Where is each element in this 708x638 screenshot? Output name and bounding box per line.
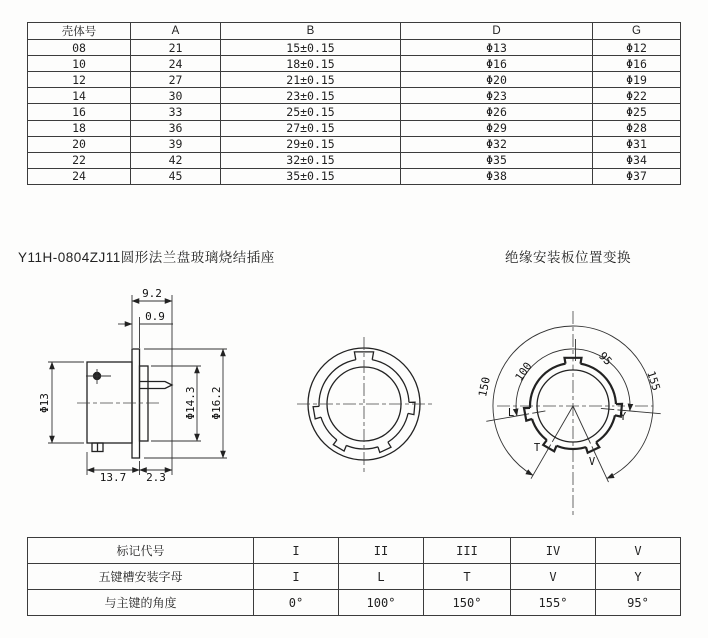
shell-table-cell: 27±0.15: [221, 120, 401, 136]
shell-table-cell: Φ22: [593, 88, 681, 104]
keyway-table-row-label: 五键槽安装字母: [28, 564, 254, 590]
shell-table-cell: 29±0.15: [221, 136, 401, 152]
keyway-table-cell: Y: [596, 564, 681, 590]
shell-table-cell: 21: [131, 40, 221, 56]
insulator-position-title: 绝缘安装板位置变换: [505, 250, 631, 265]
shell-table-cell: 22: [28, 152, 131, 168]
keyway-position-drawing: [455, 295, 708, 535]
shell-table-cell: Φ38: [401, 168, 593, 184]
shell-table-cell: Φ20: [401, 72, 593, 88]
shell-table-cell: 39: [131, 136, 221, 152]
shell-table-cell: 24: [131, 56, 221, 72]
dim-9-2: 9.2: [142, 287, 162, 300]
shell-table-cell: 24: [28, 168, 131, 184]
shell-table-row: [28, 88, 681, 104]
shell-table-cell: Φ12: [593, 40, 681, 56]
shell-table-header-cell: 壳体号: [28, 23, 131, 40]
angle-100: 100: [512, 359, 535, 384]
dim-phi13: Φ13: [38, 393, 51, 413]
shell-table-cell: Φ19: [593, 72, 681, 88]
shell-table-cell: 30: [131, 88, 221, 104]
keyway-table-cell: 0°: [254, 590, 339, 616]
keyway-table-cell: IV: [511, 538, 596, 564]
shell-table-cell: 27: [131, 72, 221, 88]
dim-phi16-2: Φ16.2: [210, 386, 223, 420]
shell-table-cell: Φ25: [593, 104, 681, 120]
shell-table-cell: Φ26: [401, 104, 593, 120]
shell-table-cell: 15±0.15: [221, 40, 401, 56]
shell-table-cell: 08: [28, 40, 131, 56]
shell-table-row: [28, 56, 681, 72]
shell-table-cell: 14: [28, 88, 131, 104]
dim-phi14-3: Φ14.3: [184, 386, 197, 420]
shell-table-cell: Φ35: [401, 152, 593, 168]
front-view-drawing: [287, 318, 443, 478]
keyway-table-cell: 95°: [596, 590, 681, 616]
key-letter-V: V: [588, 456, 596, 468]
keyway-table: [27, 537, 681, 616]
angle-150: 150: [476, 375, 493, 398]
shell-table-row: [28, 72, 681, 88]
keyway-table-cell: T: [424, 564, 511, 590]
shell-table-cell: Φ32: [401, 136, 593, 152]
shell-table-cell: Φ29: [401, 120, 593, 136]
shell-table-cell: 18±0.15: [221, 56, 401, 72]
shell-table-header-cell: A: [131, 23, 221, 40]
keyway-table-cell: II: [339, 538, 424, 564]
keyway-table-cell: 100°: [339, 590, 424, 616]
shell-table-row: [28, 120, 681, 136]
shell-table-cell: Φ16: [401, 56, 593, 72]
keyway-table-row: [28, 538, 681, 564]
keyway-table-body: [28, 538, 681, 616]
shell-table-row: [28, 136, 681, 152]
keyway-table-cell: 155°: [511, 590, 596, 616]
shell-table-cell: 12: [28, 72, 131, 88]
side-view-drawing: [15, 275, 247, 507]
keyway-table-cell: L: [339, 564, 424, 590]
shell-table-cell: Φ31: [593, 136, 681, 152]
keyway-table-row-label: 与主键的角度: [28, 590, 254, 616]
keyway-table-row: [28, 590, 681, 616]
shell-table-cell: 42: [131, 152, 221, 168]
key-letter-L: L: [507, 407, 515, 419]
shell-table-header-row: [28, 23, 681, 40]
shell-table-header-cell: G: [593, 23, 681, 40]
shell-table-cell: Φ28: [593, 120, 681, 136]
key-letter-T: T: [533, 442, 541, 454]
angle-155: 155: [644, 369, 663, 393]
shell-table-cell: 23±0.15: [221, 88, 401, 104]
shell-table-cell: 45: [131, 168, 221, 184]
shell-table-cell: Φ34: [593, 152, 681, 168]
shell-table-cell: 18: [28, 120, 131, 136]
angle-95: 95: [596, 349, 615, 368]
shell-table-header-cell: B: [221, 23, 401, 40]
shell-table-cell: 20: [28, 136, 131, 152]
shell-table-cell: Φ23: [401, 88, 593, 104]
shell-table-header-cell: D: [401, 23, 593, 40]
shell-table-cell: Φ37: [593, 168, 681, 184]
shell-table-cell: 36: [131, 120, 221, 136]
shell-table-cell: Φ16: [593, 56, 681, 72]
dim-0-9: 0.9: [145, 310, 165, 323]
product-title: Y11H-0804ZJ11圆形法兰盘玻璃烧结插座: [18, 250, 275, 265]
shell-table-cell: Φ13: [401, 40, 593, 56]
keyway-table-row: [28, 564, 681, 590]
shell-table-cell: 35±0.15: [221, 168, 401, 184]
shell-table-cell: 33: [131, 104, 221, 120]
dim-13-7: 13.7: [99, 471, 127, 484]
keyway-table-cell: I: [254, 564, 339, 590]
shell-table-row: [28, 40, 681, 56]
contact-pin: [140, 382, 173, 389]
shell-table-cell: 32±0.15: [221, 152, 401, 168]
shell-table-row: [28, 152, 681, 168]
shell-table-row: [28, 168, 681, 184]
shell-table-cell: 10: [28, 56, 131, 72]
key-letter-Y: Y: [619, 411, 627, 423]
shell-size-table: [27, 22, 681, 185]
dim-2-3: 2.3: [146, 471, 166, 484]
keyway-table-cell: 150°: [424, 590, 511, 616]
shell-table-body: [28, 40, 681, 185]
shell-table-cell: 16: [28, 104, 131, 120]
keyway-table-row-label: 标记代号: [28, 538, 254, 564]
shell-table-cell: 25±0.15: [221, 104, 401, 120]
keyway-table-cell: V: [511, 564, 596, 590]
shell-table-cell: 21±0.15: [221, 72, 401, 88]
keyway-table-cell: I: [254, 538, 339, 564]
shell-table-row: [28, 104, 681, 120]
keyway-table-cell: III: [424, 538, 511, 564]
keyway-table-cell: V: [596, 538, 681, 564]
